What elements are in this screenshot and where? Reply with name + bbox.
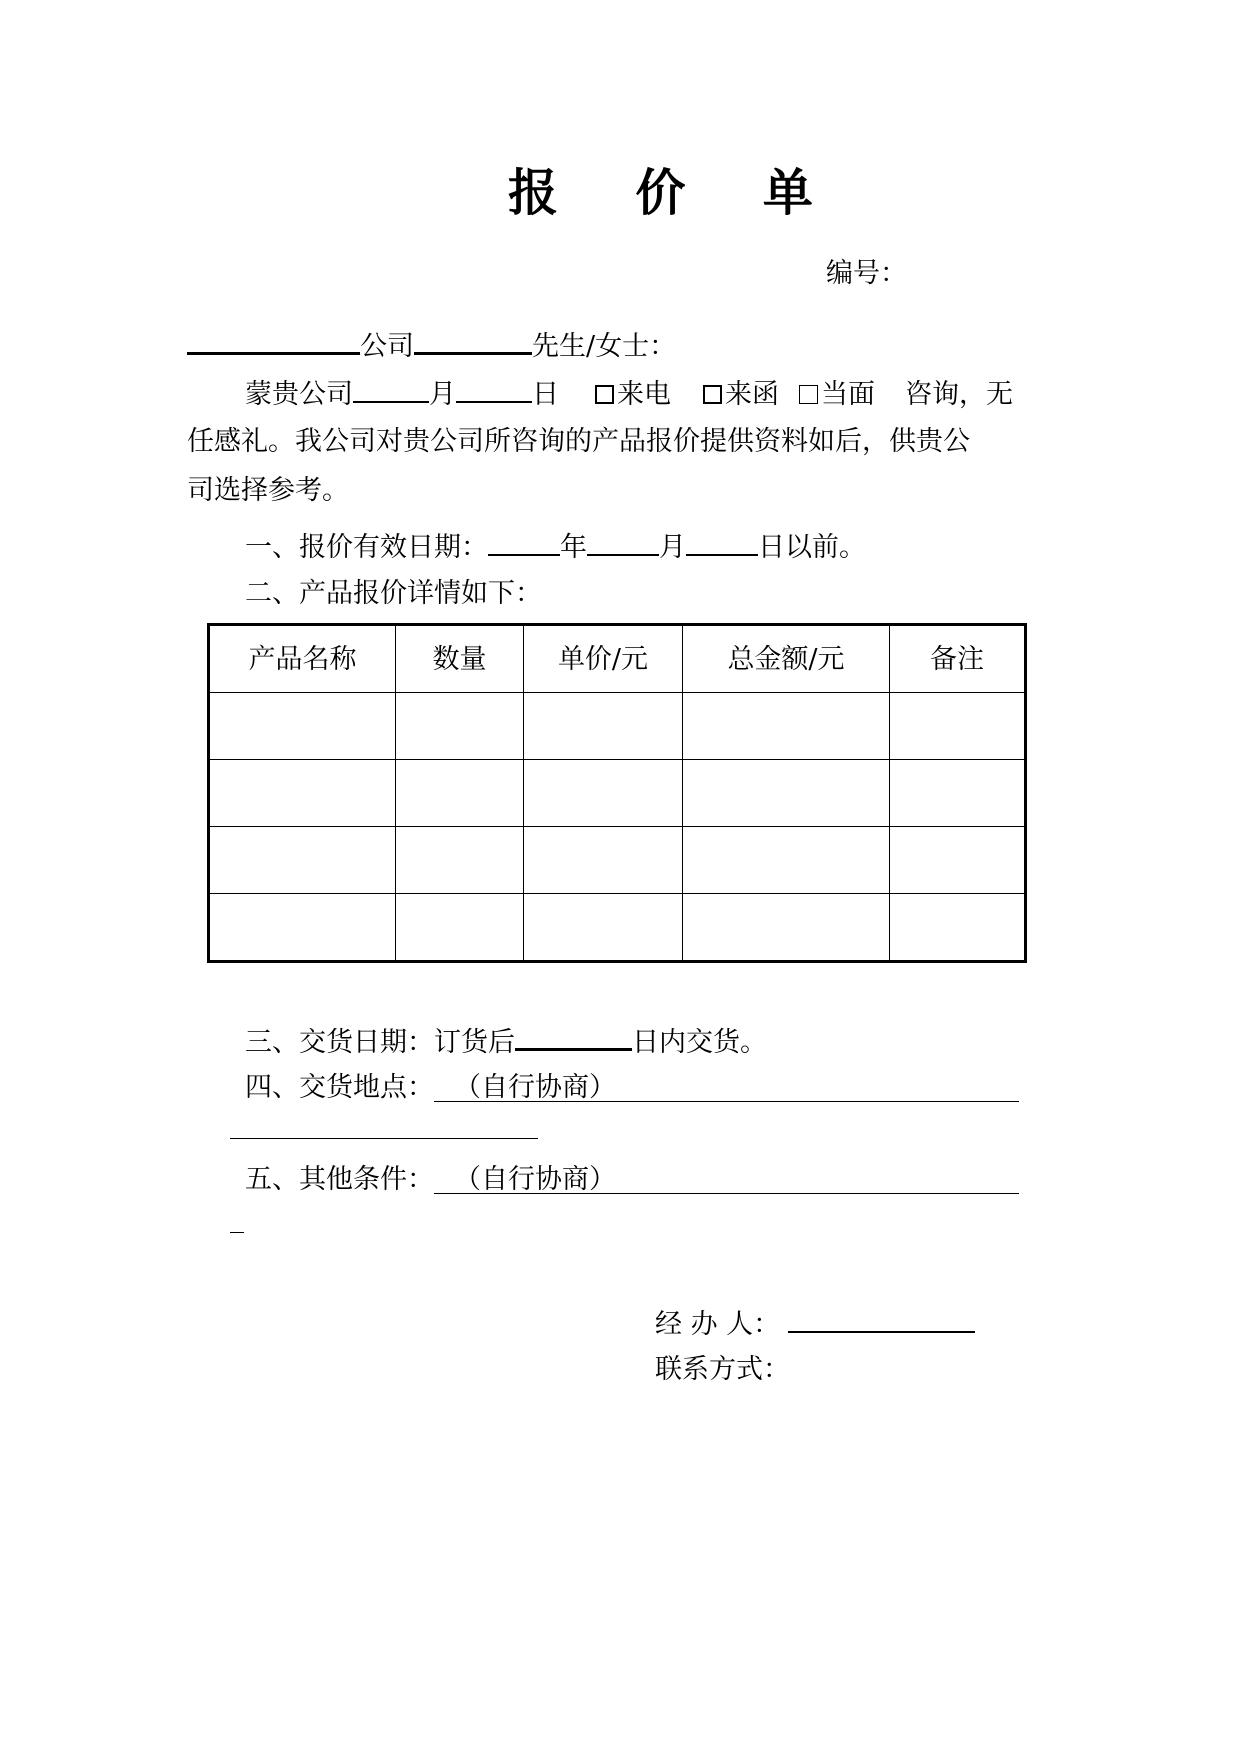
validity-month-label: 月 (659, 532, 686, 563)
day-blank[interactable] (456, 376, 532, 403)
intro-text: 蒙贵公司 (245, 379, 353, 410)
contact-label: 联系方式： (655, 1354, 790, 1385)
table-cell[interactable] (890, 827, 1026, 894)
intro-line-1 (245, 376, 1013, 408)
table-cell[interactable] (209, 827, 396, 894)
header-product-name: 产品名称 (209, 625, 396, 693)
validity-line (245, 529, 866, 561)
other-terms-line (245, 1166, 1019, 1194)
month-label: 月 (429, 379, 456, 410)
validity-suffix: 日以前。 (758, 532, 866, 563)
delivery-date-label: 三、交货日期：订货后 (245, 1027, 515, 1058)
validity-year-blank[interactable] (488, 529, 560, 556)
page-title: 报 价 单 (508, 164, 843, 222)
delivery-date-line (245, 1023, 767, 1056)
table-cell[interactable] (396, 827, 524, 894)
table-cell[interactable] (524, 894, 683, 962)
option-phone: 来电 (617, 379, 671, 410)
table-header-row (209, 625, 1026, 693)
table-cell[interactable] (396, 693, 524, 760)
company-label: 公司 (360, 331, 414, 362)
validity-month-blank[interactable] (587, 529, 659, 556)
delivery-days-blank[interactable] (515, 1023, 632, 1051)
handler-blank[interactable] (788, 1306, 975, 1333)
checkbox-icon[interactable] (595, 385, 614, 404)
table-cell[interactable] (209, 894, 396, 962)
table-cell[interactable] (524, 760, 683, 827)
table-cell[interactable] (524, 827, 683, 894)
intro-line-3: 司选择参考。 (187, 475, 349, 506)
validity-year-label: 年 (560, 532, 587, 563)
table-row (209, 894, 1026, 962)
handler-label: 经 办 人： (655, 1309, 781, 1340)
table-cell[interactable] (209, 760, 396, 827)
details-label: 二、产品报价详情如下： (245, 578, 542, 609)
table-cell[interactable] (890, 693, 1026, 760)
address-line (187, 327, 676, 360)
other-terms-continuation[interactable] (230, 1210, 244, 1233)
company-blank[interactable] (187, 327, 360, 355)
header-total-amount: 总金额/元 (683, 625, 890, 693)
table-cell[interactable] (890, 760, 1026, 827)
table-row (209, 827, 1026, 894)
header-quantity: 数量 (396, 625, 524, 693)
table-cell[interactable] (524, 693, 683, 760)
delivery-place-label: 四、交货地点： (245, 1072, 434, 1103)
option-in-person: 当面 (821, 379, 875, 410)
delivery-place-continuation[interactable] (230, 1116, 538, 1139)
table-cell[interactable] (683, 827, 890, 894)
number-label: 编号： (826, 258, 907, 289)
checkbox-icon[interactable] (799, 385, 818, 404)
price-table (207, 623, 1027, 963)
other-terms-label: 五、其他条件： (245, 1164, 434, 1195)
table-row (209, 760, 1026, 827)
header-remarks: 备注 (890, 625, 1026, 693)
option-letter: 来函 (725, 379, 779, 410)
delivery-place-line (245, 1074, 1019, 1102)
other-terms-field[interactable]: （自行协商） (434, 1166, 1019, 1194)
table-cell[interactable] (683, 760, 890, 827)
checkbox-icon[interactable] (703, 385, 722, 404)
delivery-date-suffix: 日内交货。 (632, 1027, 767, 1058)
table-row (209, 693, 1026, 760)
table-cell[interactable] (683, 894, 890, 962)
table-cell[interactable] (683, 693, 890, 760)
table-cell[interactable] (890, 894, 1026, 962)
intro-tail: 咨询，无 (905, 379, 1013, 410)
person-blank[interactable] (414, 327, 532, 355)
table-cell[interactable] (396, 760, 524, 827)
day-label: 日 (532, 379, 559, 410)
header-unit-price: 单价/元 (524, 625, 683, 693)
person-label: 先生/女士： (532, 331, 677, 362)
table-cell[interactable] (209, 693, 396, 760)
validity-label: 一、报价有效日期： (245, 532, 488, 563)
validity-day-blank[interactable] (686, 529, 758, 556)
handler-line (655, 1306, 975, 1338)
intro-line-2: 任感礼。我公司对贵公司所咨询的产品报价提供资料如后，供贵公 (187, 426, 970, 457)
table-cell[interactable] (396, 894, 524, 962)
delivery-place-field[interactable]: （自行协商） (434, 1074, 1019, 1102)
month-blank[interactable] (353, 376, 429, 403)
